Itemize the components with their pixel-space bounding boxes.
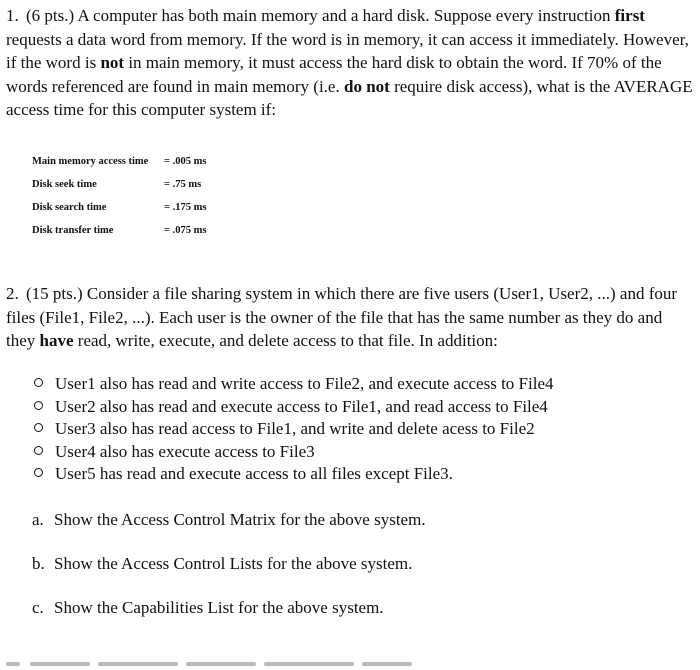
cropped-next-line [6,662,426,668]
timing-row [32,150,224,173]
question-2-bold-have: have [39,331,74,350]
timing-label: Disk transfer time [32,225,114,236]
sub-question-text: Show the Capabilities List for the above system. [54,598,384,617]
list-item [34,441,684,464]
cropped-text-fragment [6,662,20,666]
cropped-text-fragment [98,662,178,666]
circle-bullet-icon [34,468,43,477]
question-1-bold-not: not [100,53,125,72]
timing-label: Disk seek time [32,179,97,190]
timing-value: = .005 ms [164,156,207,167]
sub-question-letter: a. [32,510,44,529]
access-bullet-list [34,373,684,486]
list-item-text: User3 also has read access to File1, and write and delete acess to File2 [55,419,535,438]
question-1-text [6,6,693,119]
circle-bullet-icon [34,401,43,410]
sub-question-text: Show the Access Control Lists for the above system. [54,554,413,573]
question-2-text-part: (15 pts.) Consider a file sharing system in which there are five users (User1, User2, ...) and four files (File1, File2, ...). Each user is the owner of the file that has the same number as they do and they [6,284,678,350]
question-1-text-part: requests a data word from memory. If the word is in memory, it can access it immediately. However, if the word is [6,29,689,72]
question-1-text-part: require disk access), what is the AVERAGE access time for this computer system if: [6,76,693,119]
question-1-bold-first: first [614,6,645,25]
question-1 [6,4,694,122]
question-2-number: 2. [6,284,19,303]
list-item [34,418,684,441]
timing-value: = .075 ms [164,225,207,236]
question-2-text-part: read, write, execute, and delete access to that file. In addition: [73,331,498,350]
cropped-text-fragment [30,662,90,666]
timing-label: Disk search time [32,202,107,213]
timing-label: Main memory access time [32,156,149,167]
question-1-text-part: (6 pts.) A computer has both main memory and a hard disk. Suppose every instruction [26,6,615,25]
circle-bullet-icon [34,423,43,432]
list-item [34,463,684,486]
list-item-text: User1 also has read and write access to File2, and execute access to File4 [55,374,554,393]
timing-table [32,150,224,242]
question-1-bold-do-not: do not [343,76,390,96]
timing-row [32,196,224,219]
timing-value: = .175 ms [164,202,207,213]
timing-row [32,173,224,196]
timing-row [32,219,224,242]
cropped-text-fragment [362,662,412,666]
cropped-text-fragment [186,662,256,666]
question-1-number: 1. [6,6,19,25]
sub-question-a [32,509,672,531]
question-2-text [6,284,677,350]
list-item [34,396,684,419]
circle-bullet-icon [34,378,43,387]
cropped-text-fragment [264,662,354,666]
timing-value: = .75 ms [164,179,202,190]
list-item-text: User4 also has execute access to File3 [55,441,315,461]
sub-question-b [32,553,672,575]
sub-question-text: Show the Access Control Matrix for the above system. [54,510,426,529]
list-item [34,373,684,396]
sub-question-letter: c. [32,598,44,617]
circle-bullet-icon [34,446,43,455]
list-item-text: User5 has read and execute access to all files except File3. [55,464,453,483]
question-1-text-part: in main memory, it must access the hard disk to obtain the word. If 70% of the words referenced are found in main memory (i.e. [6,53,662,96]
sub-questions [32,509,672,641]
question-2 [6,282,694,353]
sub-question-letter: b. [32,554,45,573]
sub-question-c [32,597,672,619]
list-item-text: User2 also has read and execute access to File1, and read access to File4 [55,396,548,416]
